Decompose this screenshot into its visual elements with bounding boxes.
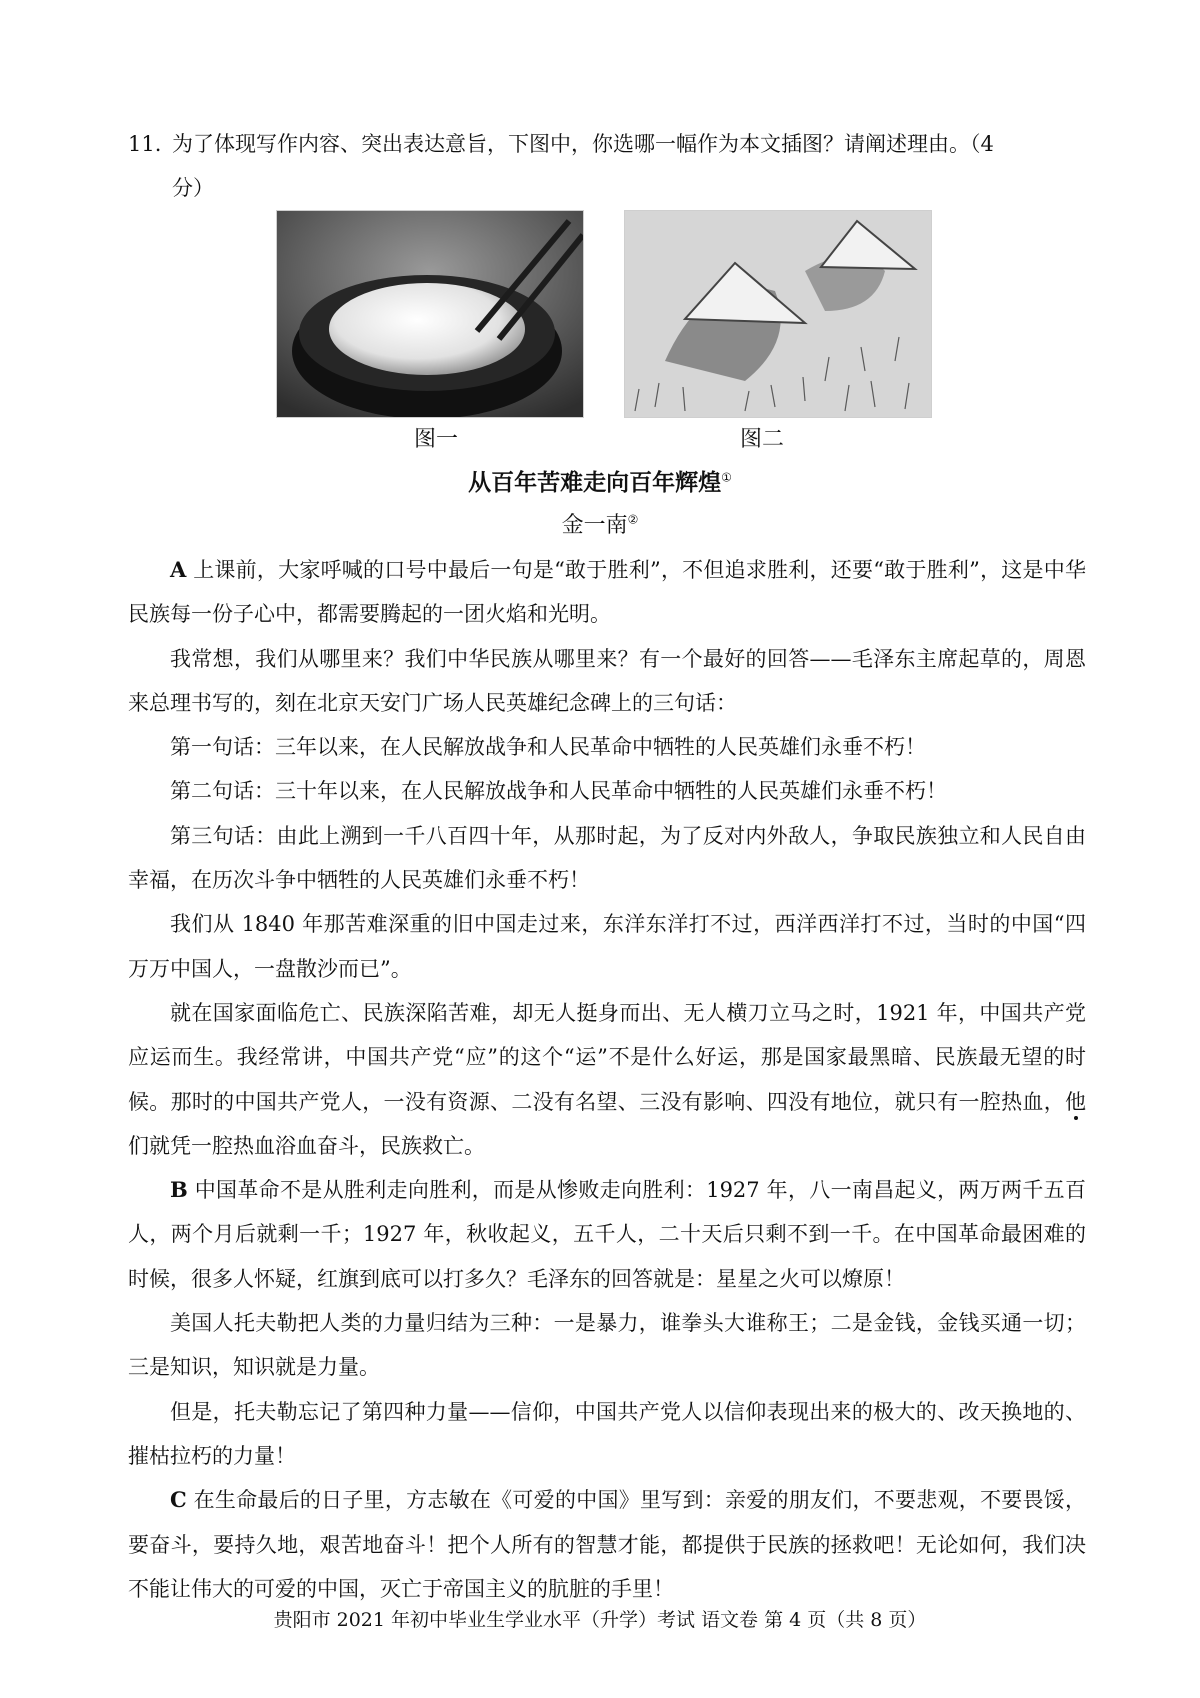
paragraph <box>128 1301 1086 1390</box>
paragraph <box>128 902 1086 991</box>
paragraph-c <box>128 1478 1086 1611</box>
question-11 <box>128 122 1088 210</box>
figure-2-caption: 图二 <box>740 427 785 452</box>
article-author <box>0 508 1200 539</box>
paragraph-text: 美国人托夫勒把人类的力量归结为三种：一是暴力，谁拳头大谁称王；二是金钱，金钱买通一切；三是知识，知识就是力量。 <box>128 1311 1086 1380</box>
paragraph-b <box>128 1168 1086 1301</box>
figure-rice-bowl <box>276 210 584 418</box>
paragraph-text: 在生命最后的日子里，方志敏在《可爱的中国》里写到：亲爱的朋友们，不要悲观，不要畏馁，要奋斗，要持久地，艰苦地奋斗！把个人所有的智慧才能，都提供于民族的拯救吧！无论如何，我们决不能让伟大的可爱的中国，灭亡于帝国主义的肮脏的手里！ <box>128 1488 1086 1601</box>
paragraph-text: 中国革命不是从胜利走向胜利，而是从惨败走向胜利：1927 年，八一南昌起义，两万两千五百人，两个月后就剩一千；1927 年，秋收起义，五千人，二十天后只剩不到一千。在中国革命最困难的时候，很多人怀疑，红旗到底可以打多久？毛泽东的回答就是：星星之火可以燎原！ <box>128 1178 1086 1291</box>
section-marker-c: C <box>170 1487 187 1513</box>
paragraph <box>128 725 1086 769</box>
figure-1-caption: 图一 <box>414 427 459 452</box>
emphasized-character: 他 <box>1065 1089 1086 1114</box>
paragraph-text: 我常想，我们从哪里来？我们中华民族从哪里来？有一个最好的回答——毛泽东主席起草的，周恩来总理书写的，刻在北京天安门广场人民英雄纪念碑上的三句话： <box>128 646 1086 715</box>
question-text-1: 为了体现写作内容、突出表达意旨，下图中，你选哪一幅作为本文插图？请阐述理由。（4 <box>172 132 994 156</box>
author-footnote-mark: ② <box>627 512 639 527</box>
paragraph-text: 第三句话：由此上溯到一千八百四十年，从那时起，为了反对内外敌人，争取民族独立和人民自由幸福，在历次斗争中牺牲的人民英雄们永垂不朽！ <box>128 823 1086 893</box>
paragraph-text: 就在国家面临危亡、民族深陷苦难，却无人挺身而出、无人横刀立马之时，1921 年，中国共产党应运而生。我经常讲，中国共产党“应”的这个“运”不是什么好运，那是国家最黑暗、民族最无望的时候。那时的中国共产党人，一没有资源、二没有名望、三没有影响、四没有地位，就只有一腔热血， <box>128 1000 1086 1114</box>
paragraph <box>128 637 1086 726</box>
paragraph <box>128 814 1086 903</box>
title-footnote-mark: ① <box>721 470 732 485</box>
paragraph-text: 上课前，大家呼喊的口号中最后一句是“敢于胜利”，不但追求胜利，还要“敢于胜利”，这是中华民族每一份子心中，都需要腾起的一团火焰和光明。 <box>128 558 1086 627</box>
paragraph <box>128 1390 1086 1479</box>
paragraph-text: 第二句话：三十年以来，在人民解放战争和人民革命中牺牲的人民英雄们永垂不朽！ <box>170 779 947 804</box>
article-title <box>0 464 1200 497</box>
paragraph-text: 但是，托夫勒忘记了第四种力量——信仰，中国共产党人以信仰表现出来的极大的、改天换地的、摧枯拉朽的力量！ <box>128 1399 1086 1468</box>
article-title-text: 从百年苦难走向百年辉煌 <box>468 470 722 496</box>
question-number: 11. <box>128 132 162 156</box>
section-marker-a: A <box>170 557 187 582</box>
section-marker-b: B <box>170 1177 188 1203</box>
farmers-illustration <box>625 211 931 417</box>
rice-bowl-illustration <box>277 211 583 417</box>
page-footer: 贵阳市 2021 年初中毕业生学业水平（升学）考试 语文卷 第 4 页（共 8 页） <box>273 1609 927 1631</box>
question-line-1 <box>128 122 1088 166</box>
paragraph-text-tail: 们就凭一腔热血浴血奋斗，民族救亡。 <box>128 1133 485 1158</box>
paragraph-text: 我们从 1840 年那苦难深重的旧中国走过来，东洋东洋打不过，西洋西洋打不过，当时的中国“四万万中国人，一盘散沙而已”。 <box>128 912 1086 981</box>
question-text-2: 分） <box>172 176 214 200</box>
paragraph <box>128 769 1086 813</box>
author-name: 金一南 <box>561 513 628 538</box>
figure-farmers-field <box>624 210 932 418</box>
paragraph <box>128 991 1086 1168</box>
article-body <box>128 548 1086 1611</box>
paragraph-text: 第一句话：三年以来，在人民解放战争和人民革命中牺牲的人民英雄们永垂不朽！ <box>170 735 926 760</box>
paragraph-a <box>128 548 1086 637</box>
